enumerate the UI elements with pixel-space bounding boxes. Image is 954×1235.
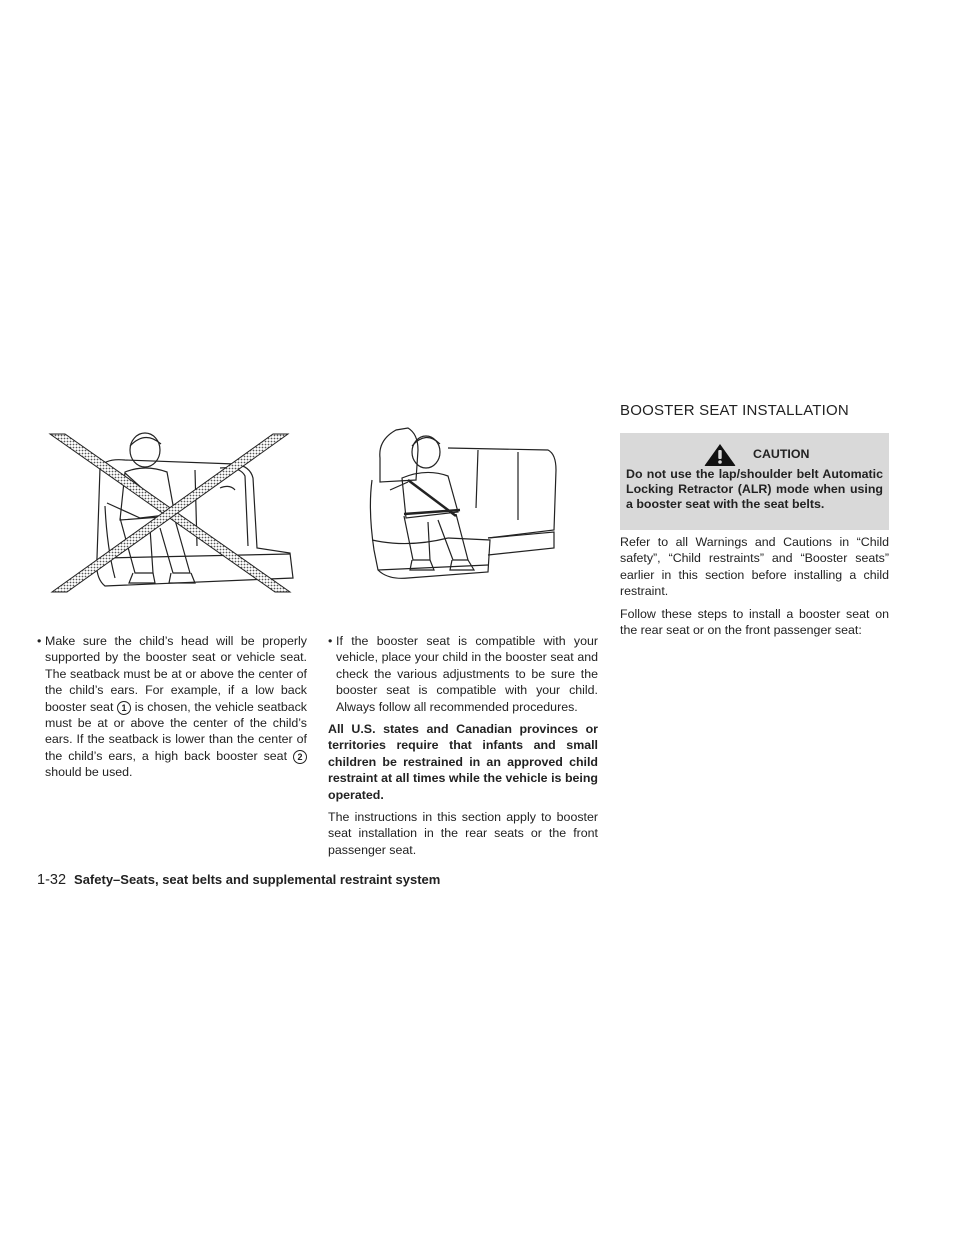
bullet-dot xyxy=(37,633,41,649)
bullet-text-part-2: is chosen, the vehicle seatback must be at or above the center of the child’s ears. If the seatback is lower than the center of the child’s ears, a high back booster seat xyxy=(45,699,307,763)
bullet-dot xyxy=(328,633,332,649)
bullet-text-part-1: Make sure the child’s head will be properly supported by the booster seat or vehicle seat. The seatback must be at or above the center of the child’s ears. For example, if a low back booster seat xyxy=(45,634,307,714)
bullet-compatibility-text: If the booster seat is compatible with your vehicle, place your child in the booster seat and check the various adjustments to be sure the booster seat is compatible with your child. Always follow all recommended procedures. xyxy=(336,634,598,714)
illustration-correct-booster-seat xyxy=(368,420,558,590)
section-title: BOOSTER SEAT INSTALLATION xyxy=(620,402,849,419)
chapter-title: Safety–Seats, seat belts and supplemental restraint system xyxy=(74,872,441,887)
caution-label: CAUTION xyxy=(753,447,810,461)
refer-warnings-paragraph: Refer to all Warnings and Cautions in “Child safety”, “Child restraints” and “Booster seats” earlier in this section before installing a child restraint. xyxy=(620,535,889,599)
page-footer xyxy=(37,871,440,888)
follow-steps-paragraph: Follow these steps to install a booster seat on the rear seat or on the front passenger seat: xyxy=(620,606,889,638)
bullet-compatibility xyxy=(328,633,598,715)
column-2 xyxy=(328,633,598,858)
bullet-text-part-3: should be used. xyxy=(45,765,133,780)
caution-header xyxy=(620,445,889,465)
marker-1: 1 xyxy=(117,701,131,715)
legal-requirement-paragraph: All U.S. states and Canadian provinces or territories require that infants and small children be restrained in an approved child restraint at all times while the vehicle is being operated. xyxy=(328,722,598,802)
column-1 xyxy=(37,633,307,781)
illustration-incorrect-booster-seat xyxy=(45,428,295,598)
bullet-head-support xyxy=(37,633,307,781)
warning-triangle-icon xyxy=(703,443,737,467)
page-number: 1-32 xyxy=(37,872,67,888)
caution-text: Do not use the lap/shoulder belt Automatic Locking Retractor (ALR) mode when using a booster seat with the seat belts. xyxy=(626,467,883,512)
column-3 xyxy=(620,534,889,638)
caution-box xyxy=(620,433,889,530)
marker-2: 2 xyxy=(293,750,307,764)
instructions-scope-paragraph: The instructions in this section apply to booster seat installation in the rear seats or the front passenger seat. xyxy=(328,810,598,857)
